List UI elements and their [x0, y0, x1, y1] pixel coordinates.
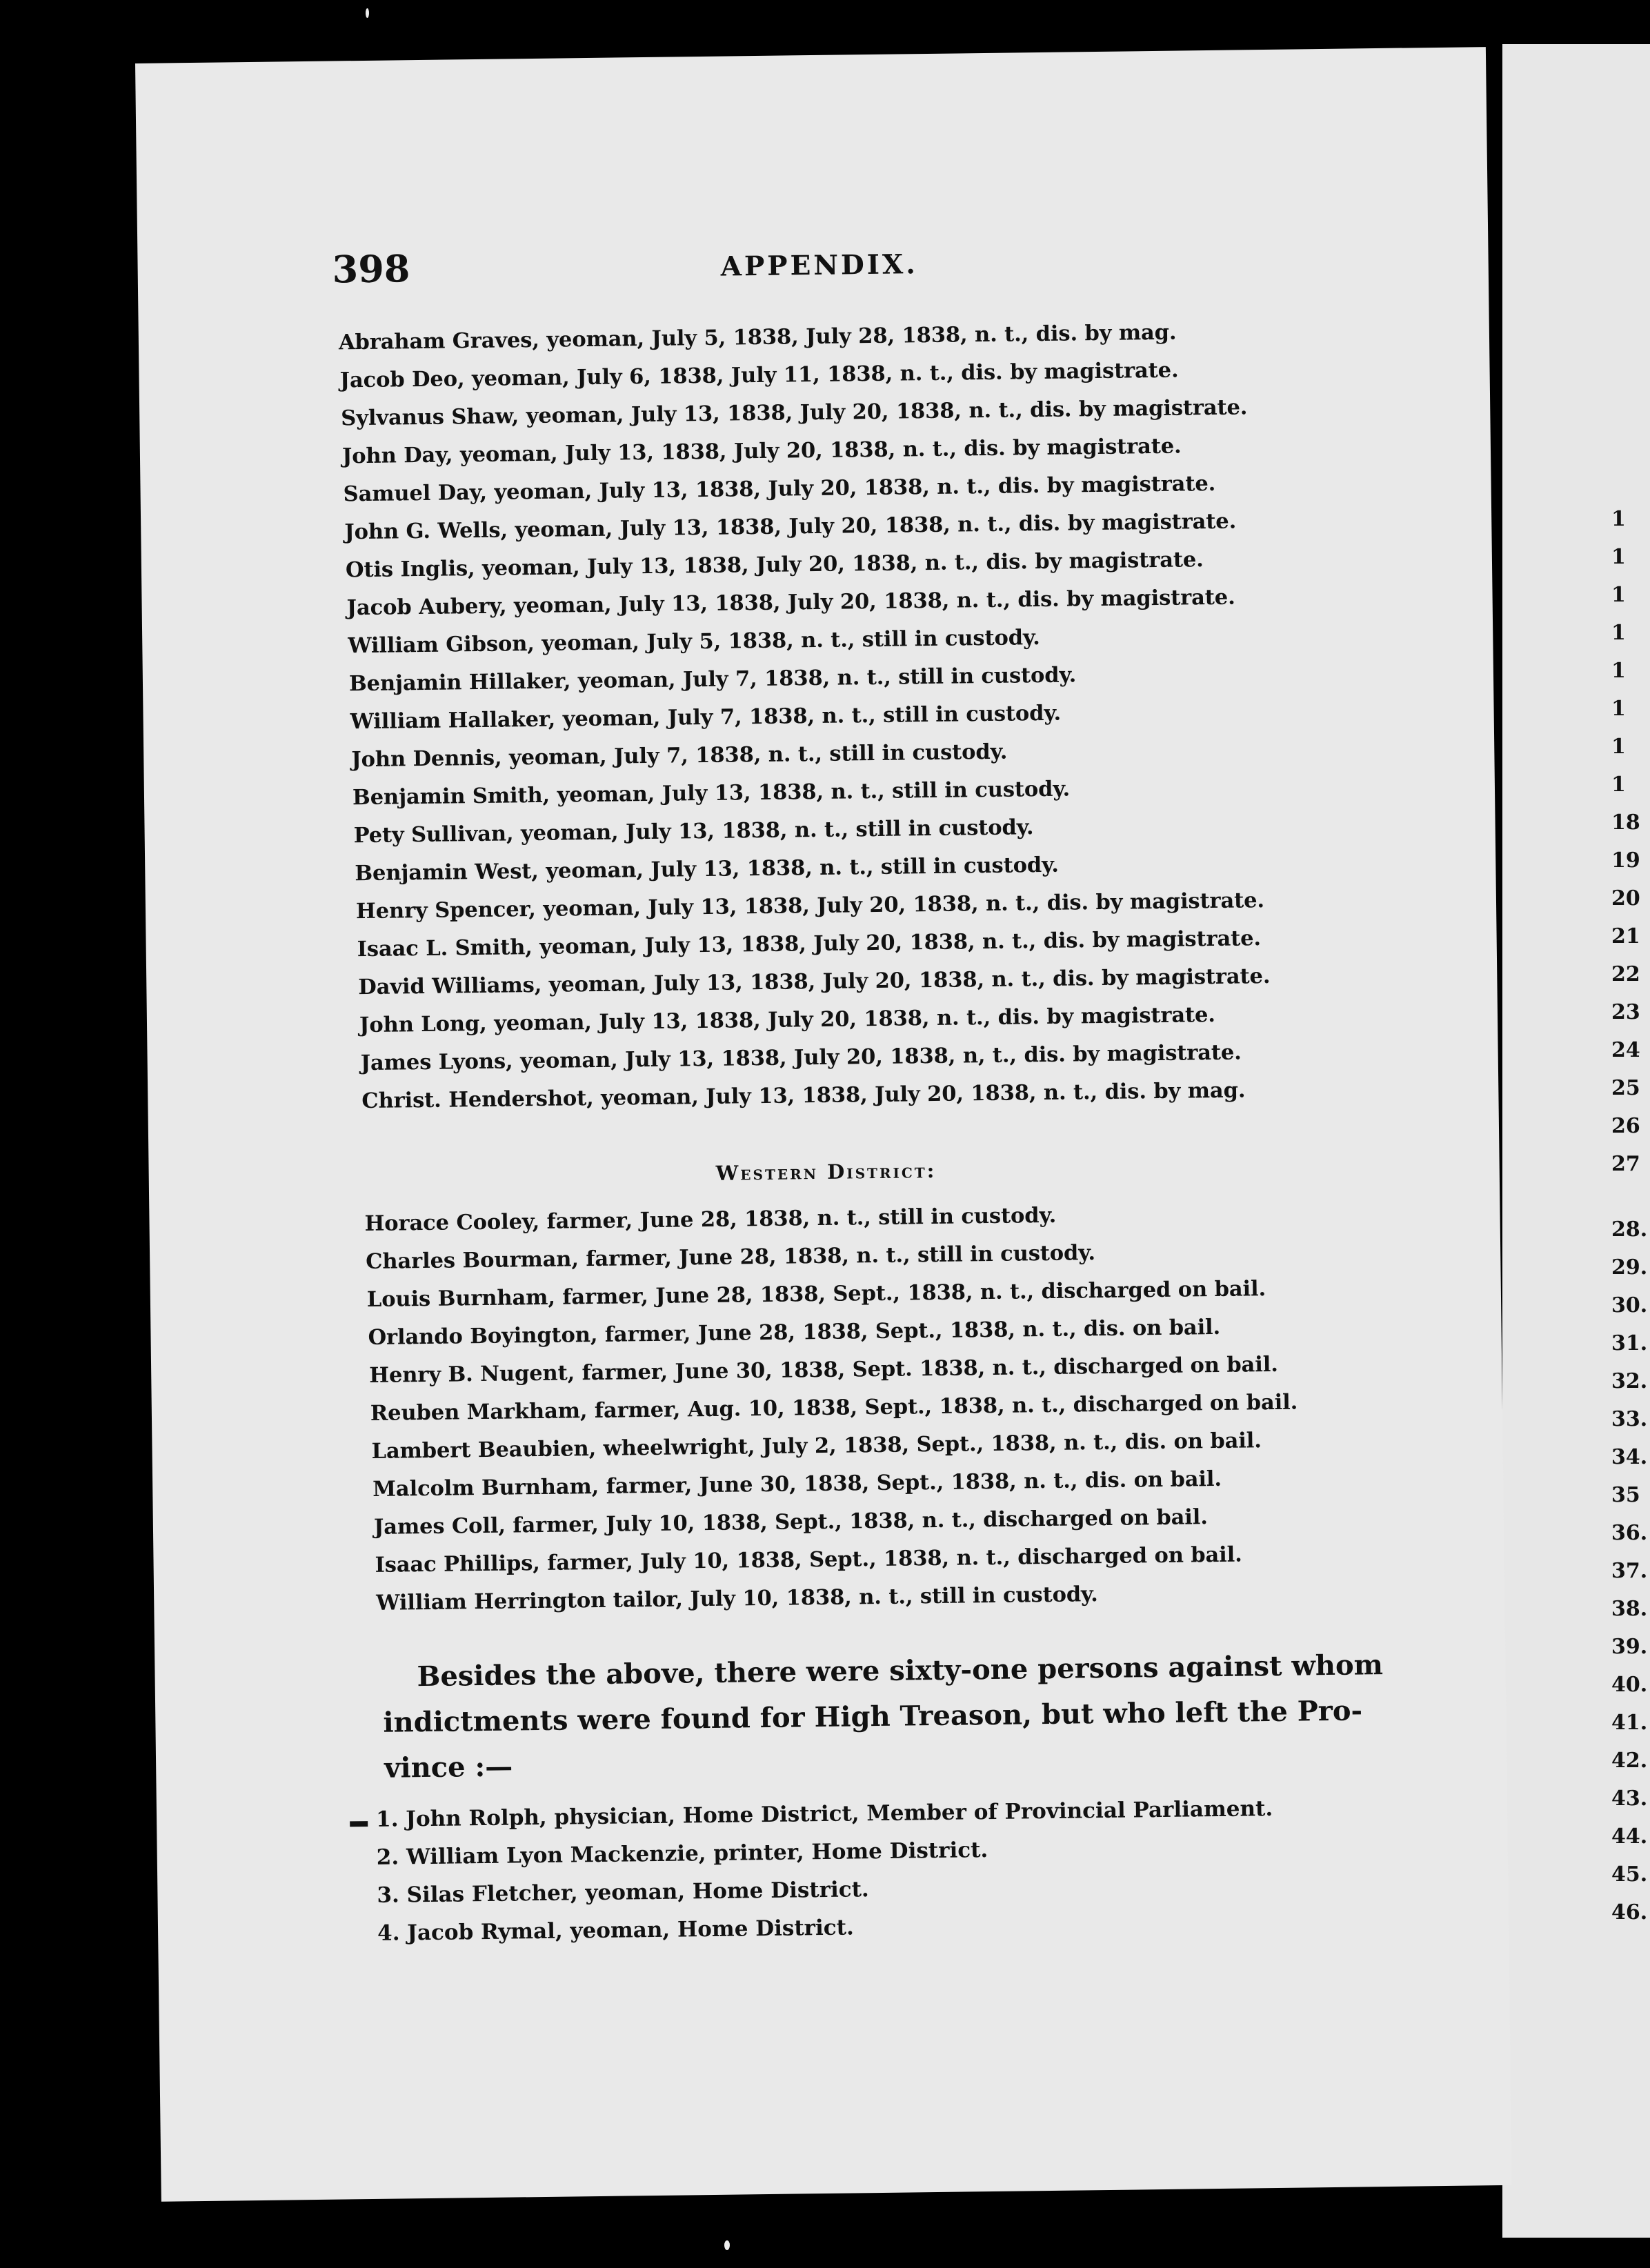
list-item: 1. John Rolph, physician, Home District, Member of Provincial Parliament.	[375, 1796, 1273, 1832]
list-item: 3. Silas Fletcher, yeoman, Home District.	[377, 1877, 869, 1908]
entry-line: James Coll, farmer, July 10, 1838, Sept., 1838, n. t., discharged on bail.	[373, 1504, 1208, 1540]
margin-number: 44.	[1611, 1824, 1648, 1849]
entry-line: Abraham Graves, yeoman, July 5, 1838, July 28, 1838, n. t., dis. by mag.	[338, 319, 1177, 355]
entry-line: Jacob Aubery, yeoman, July 13, 1838, July 20, 1838, n. t., dis. by magistrate.	[346, 584, 1235, 621]
margin-number: 18	[1611, 810, 1640, 835]
margin-number: 45.	[1611, 1862, 1648, 1887]
margin-number: 26	[1611, 1114, 1640, 1138]
margin-number: 36.	[1611, 1521, 1648, 1545]
margin-number: 40.	[1611, 1673, 1648, 1697]
margin-number: 31.	[1611, 1331, 1648, 1355]
entry-line: Henry Spencer, yeoman, July 13, 1838, July 20, 1838, n. t., dis. by magistrate.	[355, 888, 1265, 924]
margin-number: 1	[1611, 583, 1626, 607]
entry-line: David Williams, yeoman, July 13, 1838, July 20, 1838, n. t., dis. by magistrate.	[358, 963, 1271, 1000]
entry-line: Louis Burnham, farmer, June 28, 1838, Sept., 1838, n. t., discharged on bail.	[366, 1276, 1266, 1313]
entry-line: Sylvanus Shaw, yeoman, July 13, 1838, July 20, 1838, n. t., dis. by magistrate.	[341, 395, 1248, 431]
margin-number: 38.	[1611, 1597, 1648, 1621]
margin-number: 39.	[1611, 1635, 1648, 1659]
list-item: 4. Jacob Rymal, yeoman, Home District.	[377, 1915, 854, 1946]
margin-number: 1	[1611, 545, 1626, 569]
margin-number: 20	[1611, 886, 1640, 911]
entry-line: Horace Cooley, farmer, June 28, 1838, n. t., still in custody.	[364, 1202, 1057, 1237]
margin-number: 19	[1611, 848, 1640, 873]
margin-number: 33.	[1611, 1407, 1648, 1431]
margin-number: 1	[1611, 621, 1626, 645]
page-number: 398	[332, 246, 410, 292]
margin-number: 34.	[1611, 1445, 1648, 1469]
entry-line: Benjamin West, yeoman, July 13, 1838, n. t., still in custody.	[355, 852, 1059, 886]
margin-number: 32.	[1611, 1369, 1648, 1393]
entry-line: Benjamin Smith, yeoman, July 13, 1838, n. t., still in custody.	[352, 776, 1071, 810]
entry-line: Benjamin Hillaker, yeoman, July 7, 1838, n. t., still in custody.	[348, 662, 1077, 697]
entry-line: Christ. Hendershot, yeoman, July 13, 1838, July 20, 1838, n. t., dis. by mag.	[361, 1077, 1246, 1114]
margin-number: 37.	[1611, 1559, 1648, 1583]
scan-speck	[724, 2240, 730, 2250]
margin-number: 30.	[1611, 1293, 1648, 1317]
entry-line: Isaac L. Smith, yeoman, July 13, 1838, July 20, 1838, n. t., dis. by magistrate.	[357, 926, 1262, 962]
entry-line: Reuben Markham, farmer, Aug. 10, 1838, Sept., 1838, n. t., discharged on bail.	[370, 1389, 1298, 1426]
entry-line: James Lyons, yeoman, July 13, 1838, July 20, 1838, n, t., dis. by magistrate.	[360, 1040, 1242, 1076]
entry-line: Charles Bourman, farmer, June 28, 1838, n. t., still in custody.	[366, 1240, 1096, 1275]
paragraph-line: Besides the above, there were sixty-one persons against whom	[417, 1649, 1384, 1693]
entry-line: Lambert Beaubien, wheelwright, July 2, 1838, Sept., 1838, n. t., dis. on bail.	[371, 1428, 1262, 1464]
paragraph-line: indictments were found for High Treason, but who left the Pro-	[383, 1694, 1363, 1739]
margin-number: 1	[1611, 697, 1626, 721]
margin-number: 35	[1611, 1483, 1640, 1507]
entry-line: John G. Wells, yeoman, July 13, 1838, July 20, 1838, n. t., dis. by magistrate.	[344, 508, 1237, 545]
entry-line: William Herrington tailor, July 10, 1838, n. t., still in custody.	[376, 1582, 1098, 1615]
entry-line: John Day, yeoman, July 13, 1838, July 20, 1838, n. t., dis. by magistrate.	[341, 433, 1182, 469]
entry-line: John Long, yeoman, July 13, 1838, July 20, 1838, n. t., dis. by magistrate.	[359, 1002, 1216, 1038]
margin-number: 29.	[1611, 1255, 1648, 1280]
margin-number: 21	[1611, 924, 1640, 948]
entry-line: Otis Inglis, yeoman, July 13, 1838, July 20, 1838, n. t., dis. by magistrate.	[345, 547, 1204, 583]
entry-line: John Dennis, yeoman, July 7, 1838, n. t., still in custody.	[351, 739, 1008, 773]
margin-number: 1	[1611, 773, 1626, 797]
list-item: 2. William Lyon Mackenzie, printer, Home District.	[376, 1838, 988, 1870]
margin-number: 1	[1611, 659, 1626, 683]
scan-speck	[366, 8, 369, 18]
entry-line: Orlando Boyington, farmer, June 28, 1838, Sept., 1838, n. t., dis. on bail.	[368, 1314, 1221, 1351]
margin-number: 25	[1611, 1076, 1640, 1100]
paragraph-line: vince :—	[384, 1750, 513, 1784]
page-title: APPENDIX.	[720, 248, 919, 283]
entry-line: Pety Sullivan, yeoman, July 13, 1838, n. t., still in custody.	[353, 815, 1034, 848]
margin-number: 23	[1611, 1000, 1640, 1024]
entry-line: Henry B. Nugent, farmer, June 30, 1838, Sept. 1838, n. t., discharged on bail.	[369, 1351, 1278, 1388]
section-heading: Western District:	[715, 1158, 937, 1185]
margin-number: 27	[1611, 1152, 1640, 1176]
margin-number: 28.	[1611, 1217, 1648, 1242]
margin-number: 41.	[1611, 1711, 1648, 1735]
book-page	[135, 47, 1512, 2202]
entry-line: William Hallaker, yeoman, July 7, 1838, n. t., still in custody.	[350, 700, 1062, 735]
entry-line: Isaac Phillips, farmer, July 10, 1838, Sept., 1838, n. t., discharged on bail.	[375, 1542, 1242, 1578]
margin-number: 22	[1611, 962, 1640, 986]
margin-number: 24	[1611, 1038, 1640, 1062]
entry-line: Samuel Day, yeoman, July 13, 1838, July 20, 1838, n. t., dis. by magistrate.	[343, 470, 1216, 507]
entry-line: Jacob Deo, yeoman, July 6, 1838, July 11, 1838, n. t., dis. by magistrate.	[339, 357, 1179, 393]
margin-dash-mark	[350, 1821, 368, 1827]
margin-number: 1	[1611, 507, 1626, 531]
margin-number: 42.	[1611, 1749, 1648, 1773]
entry-line: Malcolm Burnham, farmer, June 30, 1838, Sept., 1838, n. t., dis. on bail.	[372, 1466, 1222, 1502]
entry-line: William Gibson, yeoman, July 5, 1838, n. t., still in custody.	[348, 625, 1040, 659]
margin-number: 43.	[1611, 1787, 1648, 1811]
margin-number: 1	[1611, 735, 1626, 759]
margin-number: 46.	[1611, 1900, 1648, 1924]
